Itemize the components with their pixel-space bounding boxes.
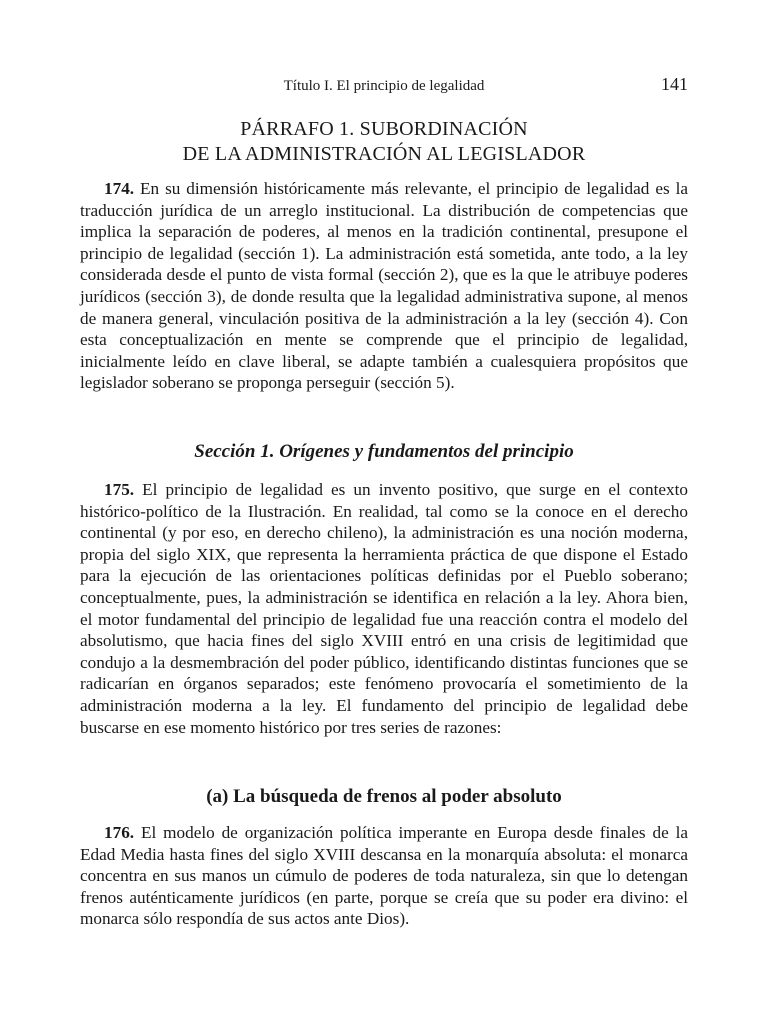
running-head: [80, 74, 688, 98]
page-number: 141: [661, 74, 688, 94]
book-page: [80, 0, 688, 1024]
paragraph-heading-line-2: DE LA ADMINISTRACIÓN AL LEGISLADOR: [182, 143, 586, 165]
paragraph-number-175: 175.: [104, 480, 135, 499]
paragraph-text-176: El modelo de organización política imperante en Europa desde finales de la Edad Media hasta fines del siglo XVIII descansa en la monarquía absoluta: el monarca concentra en sus manos un cúmulo de poderes de toda naturaleza, sin que lo detengan frenos auténticamente jurídicos (en parte, porque se creía que su poder era divino: el monarca sólo respondía de sus actos ante Dios).: [80, 823, 688, 929]
paragraph-heading: [80, 117, 688, 167]
subsection-a-heading: (a) La búsqueda de frenos al poder absoluto: [206, 786, 562, 807]
paragraph-174: [80, 178, 688, 394]
paragraph-175: [80, 479, 688, 738]
paragraph-text-175: El principio de legalidad es un invento positivo, que surge en el contexto histórico-político de la Ilustración. En realidad, tal como se la conoce en el derecho continental (y por eso, en derecho chileno), la administración es una noción moderna, propia del siglo XIX, que representa la herramienta práctica de que dispone el Estado para la ejecución de las orientaciones políticas definidas por el Pueblo soberano; conceptualmente, pues, la administración se identifica en relación a la ley. Ahora bien, el motor fundamental del principio de legalidad fue una reacción contra el modelo del absolutismo, que hacia fines del siglo XVIII entró en una crisis de legitimidad que condujo a la desmembración del poder público, identificando distintas funciones que se radicarían en órganos separados; este fenómeno provocaría el sometimiento de la administración moderna a la ley. El fundamento del principio de legalidad debe buscarse en ese momento histórico por tres series de razones:: [80, 480, 688, 737]
paragraph-number-174: 174.: [104, 179, 135, 198]
running-head-title: Título I. El principio de legalidad: [283, 78, 485, 94]
paragraph-number-176: 176.: [104, 823, 135, 842]
paragraph-176: [80, 822, 688, 930]
paragraph-text-174: En su dimensión históricamente más relevante, el principio de legalidad es la traducción jurídica de un arreglo institucional. La distribución de competencias que implica la separación de poderes, al menos en la tradición continental, presupone el principio de legalidad (sección 1). La administración está sometida, ante todo, a la ley considerada desde el punto de vista formal (sección 2), que es la que le atribuye poderes jurídicos (sección 3), de donde resulta que la legalidad administrativa supone, al menos de manera general, vinculación positiva de la administración a la ley (sección 4). Con esta conceptualización en mente se comprende que el principio de legalidad, inicialmente leído en clave liberal, se adapte también a cualesquiera propósitos que legislador soberano se proponga perseguir (sección 5).: [80, 179, 688, 393]
paragraph-heading-line-1: PÁRRAFO 1. SUBORDINACIÓN: [240, 118, 528, 140]
section-1-heading: Sección 1. Orígenes y fundamentos del principio: [194, 441, 574, 462]
